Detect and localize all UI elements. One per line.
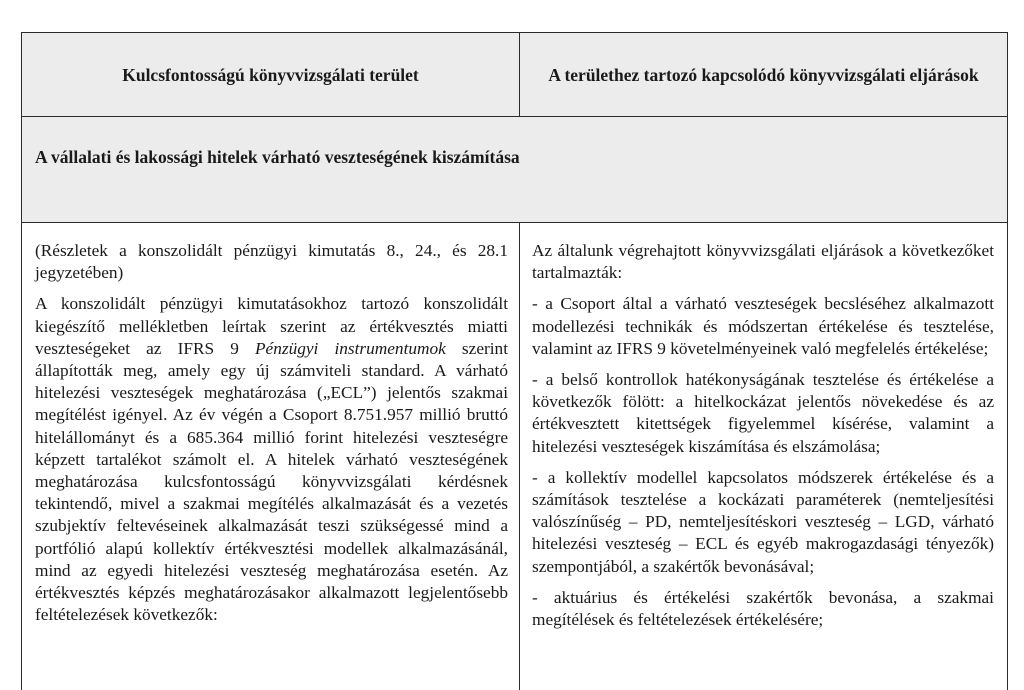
section-row [22,117,1007,223]
right-paragraph-item-3: - a kollektív modellel kapcsolatos módszerek értékelése és a számítások tesztelése a kockázati paraméterek (nemteljesítési valószínűség – PD, nemteljesítéskori veszteség – LGD, várható hitelezési veszteség – ECL és egyéb makrogazdasági tényezők) szempontjából, a szakértők bevonásával; [532,467,994,576]
left-text-part-a: A konszolidált pénzügyi kimutatásokhoz tartozó konszolidált kiegészítő mellékletben leírtak szerint az értékvesztés miatti veszteségeket az IFRS 9 [35,294,508,358]
left-column [22,223,520,690]
right-paragraph-item-2: - a belső kontrollok hatékonyságának tesztelése és értékelése a következők fölött: a hitelkockázat jelentős növekedése és az értékvesztett kitettségek figyelemmel kísérése, valamint a hitelezési veszteségek kiszámítása és elszámolása; [532,370,994,456]
left-text-part-b: szerint állapították meg, amely egy új számviteli standard. A várható hitelezési veszteségek meghatározása („ECL”) jelentős szakmai megítélést igényel. Az év végén a Csoport 8.751.957 millió bruttó hitelállományt és a 685.364 millió forint hitelezési veszteségre képzett tartalékot számolt el. A hitelek várható veszteségének meghatározása kulcsfontosságú könyvvizsgálati kérdésnek tekintendő, mivel a szakmai megítélés alkalmazását és a vezetés szubjektív feltevéseinek alkalmazását teszi szükségessé mind a portfólió alapú kollektív értékvesztési modellek alkalmazásánál, mind az egyedi hitelezési veszteség meghatározása esetén. Az értékvesztés képzés meghatározásakor alkalmazott legjelentősebb feltételezések következők: [35,338,508,625]
header-audit-procedures: A területhez tartozó kapcsolódó könyvvizsgálati eljárások [548,64,979,85]
right-column [520,223,1007,690]
table-body-row [22,223,1007,690]
header-key-audit-area: Kulcsfontosságú könyvvizsgálati terület [22,33,520,116]
left-text-italic-standard: Pénzügyi instrumentumok [254,338,446,358]
right-paragraph-item-4: - aktuárius és értékelési szakértők bevonása, a szakmai megítélések és feltételezések értékelésére; [532,587,994,630]
right-paragraph-item-1: - a Csoport által a várható veszteségek becsléséhez alkalmazott modellezési technikák és módszertan értékelése és tesztelése, valamint az IFRS 9 követelményeinek való megfelelés értékelése; [532,294,994,358]
section-title: A vállalati és lakossági hitelek várható veszteségének kiszámítása [35,147,520,167]
left-paragraph-reference: (Részletek a konszolidált pénzügyi kimutatás 8., 24., és 28.1 jegyzetében) [35,241,508,283]
key-audit-matters-table [21,32,1008,690]
right-paragraph-intro: Az általunk végrehajtott könyvvizsgálati eljárások a következőket tartalmazták: [532,241,994,283]
table-header-row [22,33,1007,117]
left-paragraph-description [35,293,508,626]
